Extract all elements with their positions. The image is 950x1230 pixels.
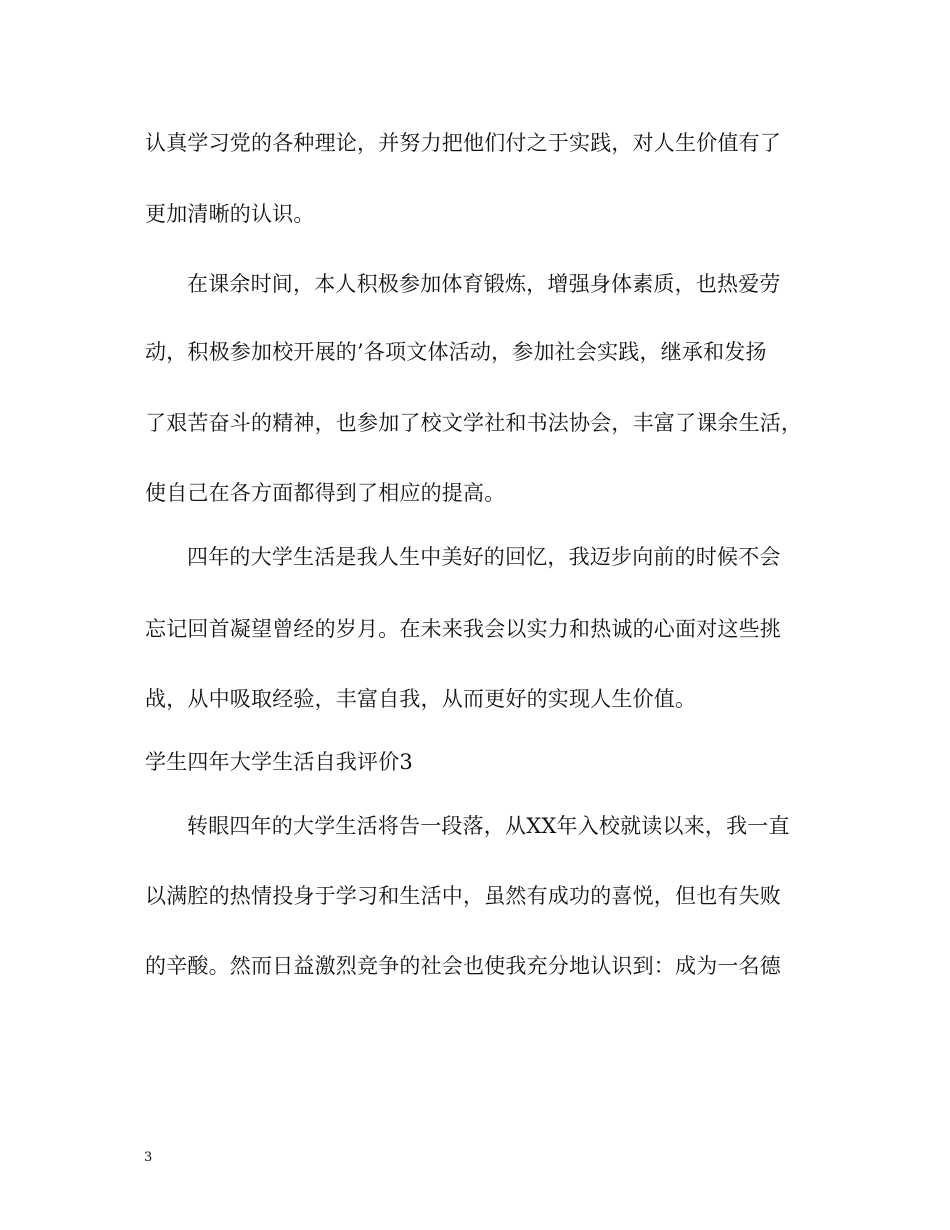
paragraph-2-line-3: 了艰苦奋斗的精神，也参加了校文学社和书法协会，丰富了课余生活， — [145, 411, 803, 435]
paragraph-4-line-2: 以满腔的热情投身于学习和生活中，虽然有成功的喜悦，但也有失败 — [145, 884, 781, 908]
paragraph-3-line-2: 忘记回首凝望曾经的岁月。在未来我会以实力和热诚的心面对这些挑 — [145, 617, 781, 641]
paragraph-2-line-1: 在课余时间，本人积极参加体育锻炼，增强身体素质，也热爱劳 — [187, 272, 781, 296]
page-number: 3 — [144, 1150, 153, 1165]
paragraph-1-line-2: 更加清晰的认识。 — [145, 202, 315, 226]
paragraph-3-line-1: 四年的大学生活是我人生中美好的回忆，我迈步向前的时候不会 — [187, 545, 781, 569]
paragraph-3-line-3: 战，从中吸取经验，丰富自我，从而更好的实现人生价值。 — [145, 687, 697, 711]
paragraph-1-line-1: 认真学习党的各种理论，并努力把他们付之于实践，对人生价值有了 — [145, 131, 781, 155]
paragraph-4-line-3: 的辛酸。然而日益激烈竞争的社会也使我充分地认识到：成为一名德 — [145, 954, 781, 978]
section-heading: 学生四年大学生活自我评价3 — [145, 750, 413, 774]
paragraph-4-line-1: 转眼四年的大学生活将告一段落，从XX年入校就读以来，我一直 — [187, 814, 790, 838]
paragraph-2-line-4: 使自己在各方面都得到了相应的提高。 — [145, 481, 506, 505]
paragraph-2-line-2: 动，积极参加校开展的’各项文体活动，参加社会实践，继承和发扬 — [145, 340, 767, 364]
